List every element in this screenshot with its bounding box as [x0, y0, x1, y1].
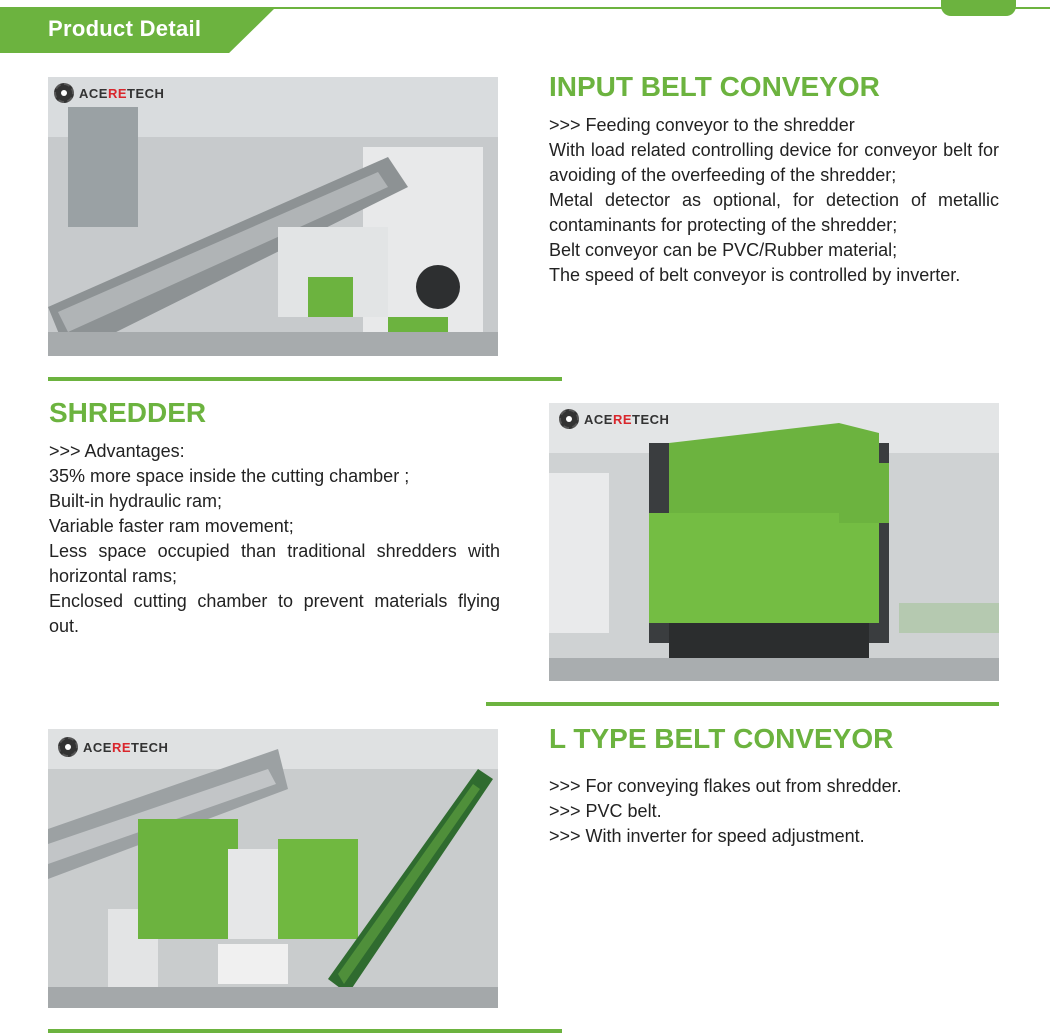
section-line: >>> Feeding conveyor to the shredder: [549, 115, 855, 135]
section-body-shredder: [49, 439, 500, 639]
section-line: Variable faster ram movement;: [49, 516, 294, 536]
section-title-l-type-belt-conveyor: L TYPE BELT CONVEYOR: [549, 723, 894, 754]
brand-logo: ACE RE TECH: [58, 737, 168, 757]
page-title: Product Detail: [48, 16, 202, 41]
gear-logo-icon: [559, 409, 579, 429]
gear-logo-icon: [58, 737, 78, 757]
section-line: >>> Advantages:: [49, 441, 185, 461]
section-body-input-belt-conveyor: [549, 113, 999, 288]
header-pill-decoration: [941, 0, 1016, 16]
brand-logo: ACE RE TECH: [54, 83, 164, 103]
section-title-shredder: SHREDDER: [49, 397, 207, 428]
section-divider: [48, 1029, 562, 1033]
section-divider: [48, 377, 562, 381]
section-divider: [486, 702, 999, 706]
shredder-photo: [549, 403, 999, 681]
section-line: Built-in hydraulic ram;: [49, 491, 223, 511]
section-line: Enclosed cutting chamber to prevent materials flying out.: [49, 591, 500, 636]
section-body-l-type-belt-conveyor: [549, 774, 999, 849]
input-belt-conveyor-photo: [48, 77, 498, 356]
l-type-belt-conveyor-photo: [48, 729, 498, 1008]
section-line: >>> With inverter for speed adjustment.: [549, 826, 865, 846]
section-line: With load related controlling device for conveyor belt for avoiding of the overfeeding of the shredder;: [549, 140, 999, 185]
section-line: Less space occupied than traditional shredders with horizontal rams;: [49, 541, 500, 586]
section-line: The speed of belt conveyor is controlled by inverter.: [549, 265, 961, 285]
section-title-input-belt-conveyor: INPUT BELT CONVEYOR: [549, 71, 880, 102]
gear-logo-icon: [54, 83, 74, 103]
section-line: >>> PVC belt.: [549, 801, 662, 821]
brand-logo: ACE RE TECH: [559, 409, 669, 429]
section-line: Metal detector as optional, for detection of metallic contaminants for protecting of the shredder;: [549, 190, 999, 235]
section-line: 35% more space inside the cutting chamber ;: [49, 466, 410, 486]
section-line: >>> For conveying flakes out from shredder.: [549, 776, 902, 796]
section-line: Belt conveyor can be PVC/Rubber material;: [549, 240, 898, 260]
